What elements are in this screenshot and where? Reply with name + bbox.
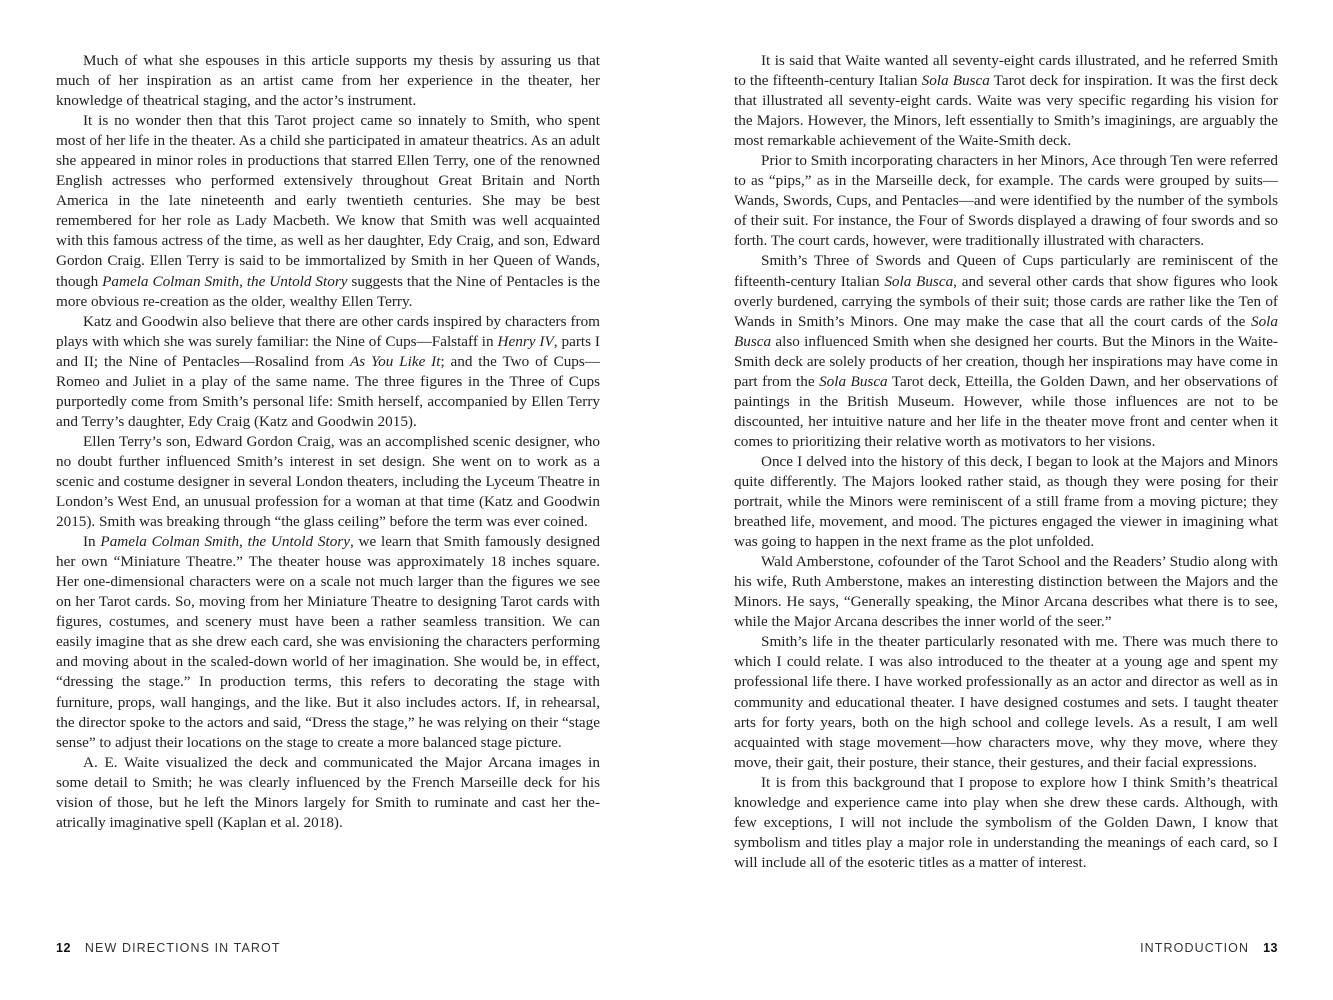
right-page-footer xyxy=(1140,941,1278,955)
running-head: INTRODUCTION xyxy=(1140,941,1250,955)
italic-title: Henry IV xyxy=(497,332,554,350)
running-head: NEW DIRECTIONS IN TAROT xyxy=(84,941,281,955)
paragraph: A. E. Waite visualized the deck and communicated the Major Arcana images in some detail to Smith; he was clearly influenced by the French Marseille deck for his vision of those, but he left the Minors largely for Smith to ruminate and cast her theatrically imaginative spell (Kaplan et al. 2018). xyxy=(56,753,600,831)
paragraph: Smith’s Three of Swords and Queen of Cups particularly are reminiscent of the fifteenth-century Italian Sola Busca, and several other cards that show figures who look overly burdened, carrying the symbols of their suit; those cards are rather like the Ten of Wands in Smith’s Minors. One may make the case that all the court cards of the Sola Busca also influenced Smith when she designed her courts. But the Minors in the Waite-Smith deck are solely products of her creation, though her inspirations may have come in part from the Sola Busca Tarot deck, Etteilla, the Golden Dawn, and her observations of paintings in the British Museum. However, while those influences are not to be discounted, her intuitive nature and her life in the theater move front and center when it comes to prioritizing their relative worth as motivators to her visions. xyxy=(734,252,1278,450)
page-number: 12 xyxy=(56,941,71,955)
italic-title: Sola Busca xyxy=(819,372,888,390)
paragraph: Ellen Terry’s son, Edward Gordon Craig, was an accomplished scenic designer, who no doubt further influenced Smith’s interest in set design. She went on to work as a scenic and costume designer in several London theaters, including the Lyceum Theatre in London’s West End, an unusual profession for a woman at that time (Katz and Goodwin 2015). Smith was breaking through “the glass ceiling” before the term was ever coined. xyxy=(56,432,600,531)
left-page-footer xyxy=(56,941,281,955)
left-page xyxy=(0,0,666,1000)
paragraph: It is no wonder then that this Tarot project came so innately to Smith, who spent most of her life in the theater. As a child she participated in amateur theatrics. As an adult she appeared in minor roles in productions that starred Ellen Terry, one of the renowned English actresses who performed extensively throughout Great Britain and North America in the late nineteenth and early twentieth centuries. She may be best remembered for her role as Lady Macbeth. We know that Smith was well acquainted with this famous actress of the time, as well as her daughter, Edy Craig, and son, Edward Gordon Craig. Ellen Terry is said to be immortalized by Smith in her Queen of Wands, though Pamela Colman Smith, the Untold Story suggests that the Nine of Pentacles is the more obvious re-creation as the older, wealthy Ellen Terry. xyxy=(56,112,600,310)
paragraph: Smith’s life in the theater particularly resonated with me. There was much there to which I could relate. I was also introduced to the theater at a young age and spent my professional life there. I have worked professionally as an actor and director as well as in community and educational theater. I have designed costumes and sets. I taught theater arts for forty years, both on the high school and college levels. As a result, I am well acquainted with stage movement—how characters move, why they move, where they move, their gait, their posture, their stance, their gestures, and their facial expressions. xyxy=(734,633,1278,771)
paragraph: In Pamela Colman Smith, the Untold Story, we learn that Smith famously designed her own “Miniature Theatre.” The theater house was approximately 18 inches square. Her one-dimensional characters were on a scale not much larger than the figures we see on her Tarot cards. So, moving from her Miniature Theatre to designing Tarot cards with figures, costumes, and scenery must have been a rather seamless transition. We can easily imagine that as she drew each card, she was envisioning the characters performing and moving about in the scaled-down world of her imagination. She would be, in effect, “dressing the stage.” In production terms, this refers to decorating the stage with furniture, props, wall hangings, and the like. But it also includes actors. If, in rehearsal, the director spoke to the actors and said, “Dress the stage,” he was relying on their “stage sense” to adjust their locations on the stage to create a more balanced stage picture. xyxy=(56,533,600,751)
left-page-body xyxy=(56,51,600,833)
page-number: 13 xyxy=(1263,941,1278,955)
italic-title: Pamela Colman Smith, the Untold Story xyxy=(100,533,350,551)
paragraph: Once I delved into the history of this deck, I began to look at the Majors and Minors quite differently. The Majors looked rather staid, as though they were posing for their portrait, while the Minors were reminiscent of a still frame from a moving picture; they breathed life, movement, and mood. The pictures engaged the viewer in imagining what was going to happen in the next frame as the plot unfolded. xyxy=(734,452,1278,551)
paragraph: Katz and Goodwin also believe that there are other cards inspired by characters from plays with which she was surely familiar: the Nine of Cups—Falstaff in Henry IV, parts I and II; the Nine of Pentacles—Rosalind from As You Like It; and the Two of Cups—Romeo and Juliet in a play of the same name. The three figures in the Three of Cups purportedly come from Smith’s personal life: Smith herself, accompanied by Ellen Terry and Terry’s daughter, Edy Craig (Katz and Goodwin 2015). xyxy=(56,312,600,430)
italic-title: Sola Busca xyxy=(921,72,990,90)
paragraph: It is said that Waite wanted all seventy-eight cards illustrated, and he referred Smith to the fifteenth-century Italian Sola Busca Tarot deck for inspiration. It was the first deck that illustrated all seventy-eight cards. Waite was very specific regarding his vision for the Majors. However, the Minors, left essentially to Smith’s imaginings, are arguably the most remarkable achievement of the Waite-Smith deck. xyxy=(734,52,1278,150)
right-page-body xyxy=(734,51,1278,873)
right-page xyxy=(666,0,1333,1000)
italic-title: Sola Busca xyxy=(734,312,1278,350)
paragraph: Prior to Smith incorporating characters in her Minors, Ace through Ten were referred to as “pips,” as in the Marseille deck, for example. The cards were grouped by suits—Wands, Swords, Cups, and Pentacles—and were identified by the number of the symbols of their suit. For instance, the Four of Swords displayed a drawing of four swords and so forth. The court cards, however, were traditionally illustrated with characters. xyxy=(734,152,1278,250)
paragraph: Wald Amberstone, cofounder of the Tarot School and the Readers’ Studio along with his wife, Ruth Amberstone, makes an interesting distinction between the Majors and the Minors. He says, “Generally speaking, the Minor Arcana describes what there is to see, while the Major Arcana describes the inner world of the seer.” xyxy=(734,553,1278,631)
italic-title: Sola Busca xyxy=(884,272,954,290)
paragraph: It is from this background that I propose to explore how I think Smith’s theatrical knowledge and experience came into play when she drew these cards. Although, with few exceptions, I will not include the symbolism of the Golden Dawn, I know that symbolism and titles play a major role in understanding the meanings of each card, so I will include all of the esoteric titles as a matter of interest. xyxy=(734,773,1278,871)
italic-title: Pamela Colman Smith, the Untold Story xyxy=(102,272,348,290)
italic-title: As You Like It xyxy=(350,352,441,370)
paragraph: Much of what she espouses in this article supports my thesis by assuring us that much of her inspiration as an artist came from her experience in the theater, her knowledge of theatrical staging, and the actor’s instrument. xyxy=(56,52,600,110)
